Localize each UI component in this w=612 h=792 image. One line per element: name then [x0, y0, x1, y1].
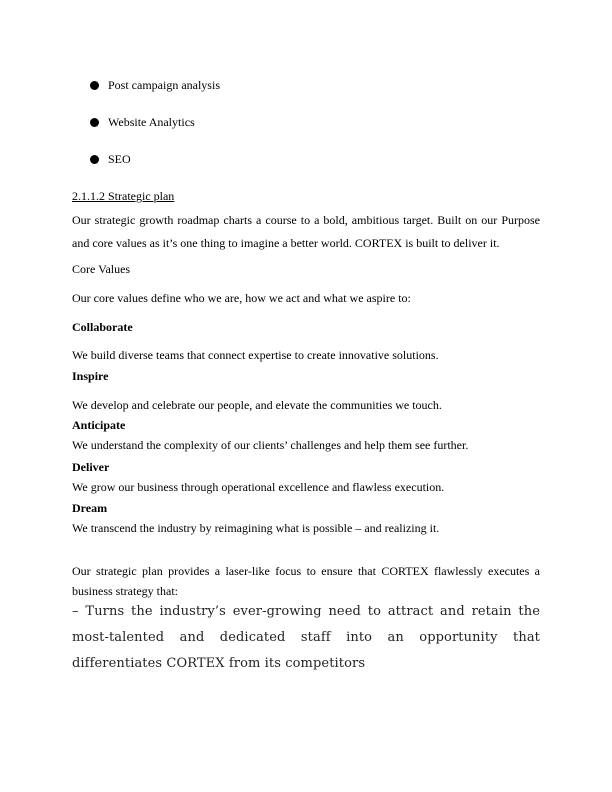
value-name-deliver: Deliver — [72, 460, 110, 474]
value-description-anticipate: We understand the complexity of our clients’ challenges and help them see further. — [72, 438, 469, 452]
section-heading: 2.1.1.2 Strategic plan — [72, 189, 175, 203]
value-description-dream: We transcend the industry by reimagining what is possible – and realizing it. — [72, 521, 440, 535]
core-values-title: Core Values — [72, 262, 131, 276]
value-name-inspire: Inspire — [72, 369, 109, 383]
bullet-text: Website Analytics — [108, 115, 195, 129]
value-name-collaborate: Collaborate — [72, 320, 133, 334]
bullet-dot-icon — [90, 118, 99, 127]
value-description-inspire: We develop and celebrate our people, and elevate the communities we touch. — [72, 398, 442, 412]
intro-paragraph: Our strategic growth roadmap charts a course to a bold, ambitious target. Built on our Purpose and core values as it’s one thing to imagine a better world. CORTEX is built to deliver it. — [72, 213, 540, 250]
core-values-intro: Our core values define who we are, how we act and what we aspire to: — [72, 291, 411, 305]
bullet-dot-icon — [90, 81, 99, 90]
value-name-anticipate: Anticipate — [72, 418, 126, 432]
bullet-dot-icon — [90, 155, 99, 164]
value-name-dream: Dream — [72, 501, 108, 515]
bullet-text: SEO — [108, 152, 131, 166]
strategy-point: – Turns the industry’s ever-growing need to attract and retain the most-talented and dedicated staff into an opportunity that differentiates CORTEX from its competitors — [72, 604, 540, 671]
value-description-deliver: We grow our business through operational excellence and flawless execution. — [72, 480, 445, 494]
bullet-text: Post campaign analysis — [108, 78, 220, 92]
strategic-plan-paragraph: Our strategic plan provides a laser-like focus to ensure that CORTEX flawlessly executes a business strategy that: — [72, 564, 540, 598]
value-description-collaborate: We build diverse teams that connect expertise to create innovative solutions. — [72, 348, 439, 362]
